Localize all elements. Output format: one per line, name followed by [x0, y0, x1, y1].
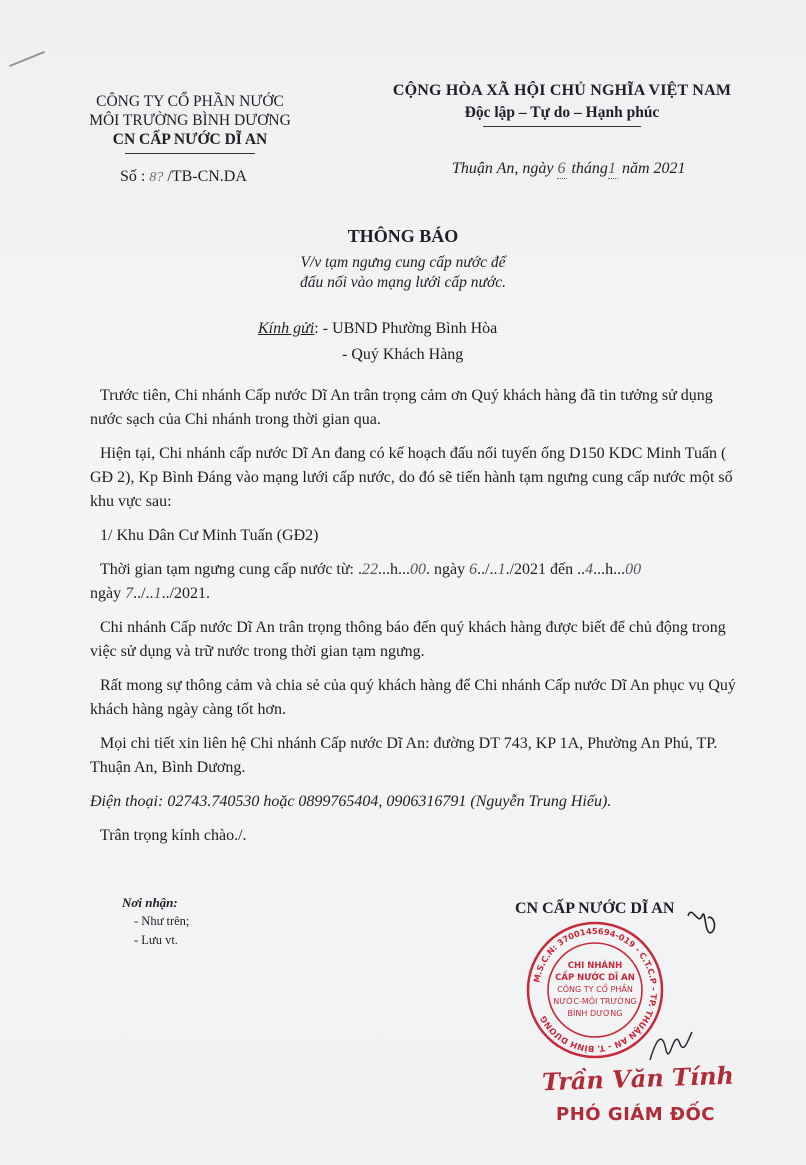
notice-title: THÔNG BÁO: [347, 226, 459, 246]
company-line-3: CN CẤP NƯỚC DĨ AN: [112, 131, 268, 148]
notice-subject-line-1: V/v tạm ngưng cung cấp nước để: [300, 254, 506, 271]
paragraph-apology: Rất mong sự thông cảm và chia sẻ của quý khách hàng để Chi nhánh Cấp nước Dĩ An phục vụ Quý khách hàng ngày càng tốt hơn.: [90, 677, 736, 718]
receivers-list: [122, 893, 189, 950]
time-text-b: ...h...: [378, 561, 410, 578]
date-place: Thuận An, ngày: [452, 160, 554, 177]
interruption-time: [90, 558, 742, 606]
company-line-1: CÔNG TY CỔ PHẦN NƯỚC: [96, 93, 284, 110]
date-year: năm 2021: [621, 160, 686, 177]
recipients-block: [258, 316, 497, 368]
receiver-item: - Lưu vt.: [134, 933, 178, 947]
time-text-h: ../..: [133, 585, 154, 602]
company-header: [70, 92, 310, 154]
paragraph-plan: Hiện tại, Chi nhánh cấp nước Dĩ An đang có kế hoạch đấu nối tuyến ống D150 KDC Minh Tuấn ( GĐ 2), Kp Bình Đáng vào mạng lưới cấp nước, do đó sẽ tiến hành tạm ngưng cung cấp nước một số khu vực sau:: [90, 445, 733, 510]
time-start-hour: 22: [362, 561, 378, 578]
signing-organization: CN CẤP NƯỚC DĨ AN: [515, 900, 675, 917]
time-text-a: Thời gian tạm ngưng cung cấp nước từ: .: [100, 561, 362, 578]
date-day: 6: [557, 160, 566, 177]
company-underline: [125, 153, 255, 154]
notice-subject: [0, 253, 806, 293]
recipient-1: - UBND Phường Bình Hòa: [322, 320, 498, 337]
seal-ring-text: M.S.C.N: 3700145694-019 - C.T.C.P - TP. THUẬN AN - T. BÌNH DƯƠNG: [531, 925, 660, 1055]
signature-initial-icon: [682, 896, 722, 946]
time-start-minute: 00: [410, 561, 426, 578]
nation-header: [372, 82, 752, 127]
paragraph-thanks: Trước tiên, Chi nhánh Cấp nước Dĩ An trân trọng cảm ơn Quý khách hàng đã tin tưởng sử dụng nước sạch của Chi nhánh trong thời gian qua.: [90, 387, 713, 428]
time-text-f: ...h...: [593, 561, 626, 578]
time-start-month: 1: [497, 561, 506, 578]
company-line-2: MÔI TRƯỜNG BÌNH DƯƠNG: [89, 112, 291, 129]
closing-line: Trân trọng kính chào./.: [100, 827, 247, 844]
date-month-label: tháng: [571, 160, 608, 177]
doc-number-handwritten: 8?: [149, 170, 164, 185]
paragraph-contact: Mọi chi tiết xin liên hệ Chi nhánh Cấp nước Dĩ An: đường DT 743, KP 1A, Phường An Phú, TP. Thuận An, Bình Dương.: [90, 735, 718, 776]
document-number: [120, 168, 247, 186]
date-line: [452, 160, 686, 179]
time-text-e: ./2021 đến ..: [505, 561, 586, 578]
receiver-item: - Như trên;: [134, 914, 190, 928]
signer-name: Trần Văn Tính: [541, 1060, 735, 1097]
affected-area: 1/ Khu Dân Cư Minh Tuấn (GĐ2): [100, 527, 319, 544]
doc-number-prefix: Số :: [120, 168, 146, 185]
paragraph-inform: Chi nhánh Cấp nước Dĩ An trân trọng thông báo đến quý khách hàng được biết để chủ động trong việc sử dụng và trữ nước trong thời gian tạm ngưng.: [90, 619, 726, 660]
seal-line-3: CÔNG TY CỔ PHẦN: [557, 985, 633, 994]
time-end-minute: 00: [625, 561, 642, 578]
greeting-colon: :: [314, 320, 319, 337]
seal-line-2: CẤP NƯỚC DĨ AN: [555, 973, 635, 983]
time-end-month: 1: [153, 585, 162, 602]
seal-line-1: CHI NHÁNH: [567, 961, 623, 971]
seal-line-5: BÌNH DƯƠNG: [567, 1009, 623, 1018]
time-text-c: . ngày: [426, 561, 470, 578]
notice-subject-line-2: đấu nối vào mạng lưới cấp nước.: [299, 274, 507, 291]
nation-motto: Độc lập – Tự do – Hạnh phúc: [464, 104, 660, 121]
time-text-i: ../2021.: [161, 585, 211, 602]
notice-title-block: [0, 226, 806, 293]
receivers-heading: Nơi nhận:: [122, 895, 178, 910]
date-month: 1: [607, 160, 616, 177]
time-text-g: ngày: [90, 585, 126, 602]
doc-number-suffix: /TB-CN.DA: [167, 168, 247, 185]
greeting-label: Kính gửi: [258, 320, 315, 337]
nation-name: CỘNG HÒA XÃ HỘI CHỦ NGHĨA VIỆT NAM: [392, 82, 732, 99]
time-end-day: 7: [125, 585, 134, 602]
signer-title: PHÓ GIÁM ĐỐC: [556, 1104, 715, 1125]
time-end-hour: 4: [585, 561, 594, 578]
time-text-d: ../..: [477, 561, 498, 578]
motto-underline: [483, 126, 641, 127]
time-start-day: 6: [469, 561, 478, 578]
recipient-2: - Quý Khách Hàng: [342, 346, 464, 363]
seal-line-4: NƯỚC-MÔI TRƯỜNG: [553, 997, 637, 1006]
contact-phone: Điện thoại: 02743.740530 hoặc 0899765404, 0906316791 (Nguyễn Trung Hiếu).: [90, 793, 612, 810]
notice-body: [90, 384, 742, 858]
